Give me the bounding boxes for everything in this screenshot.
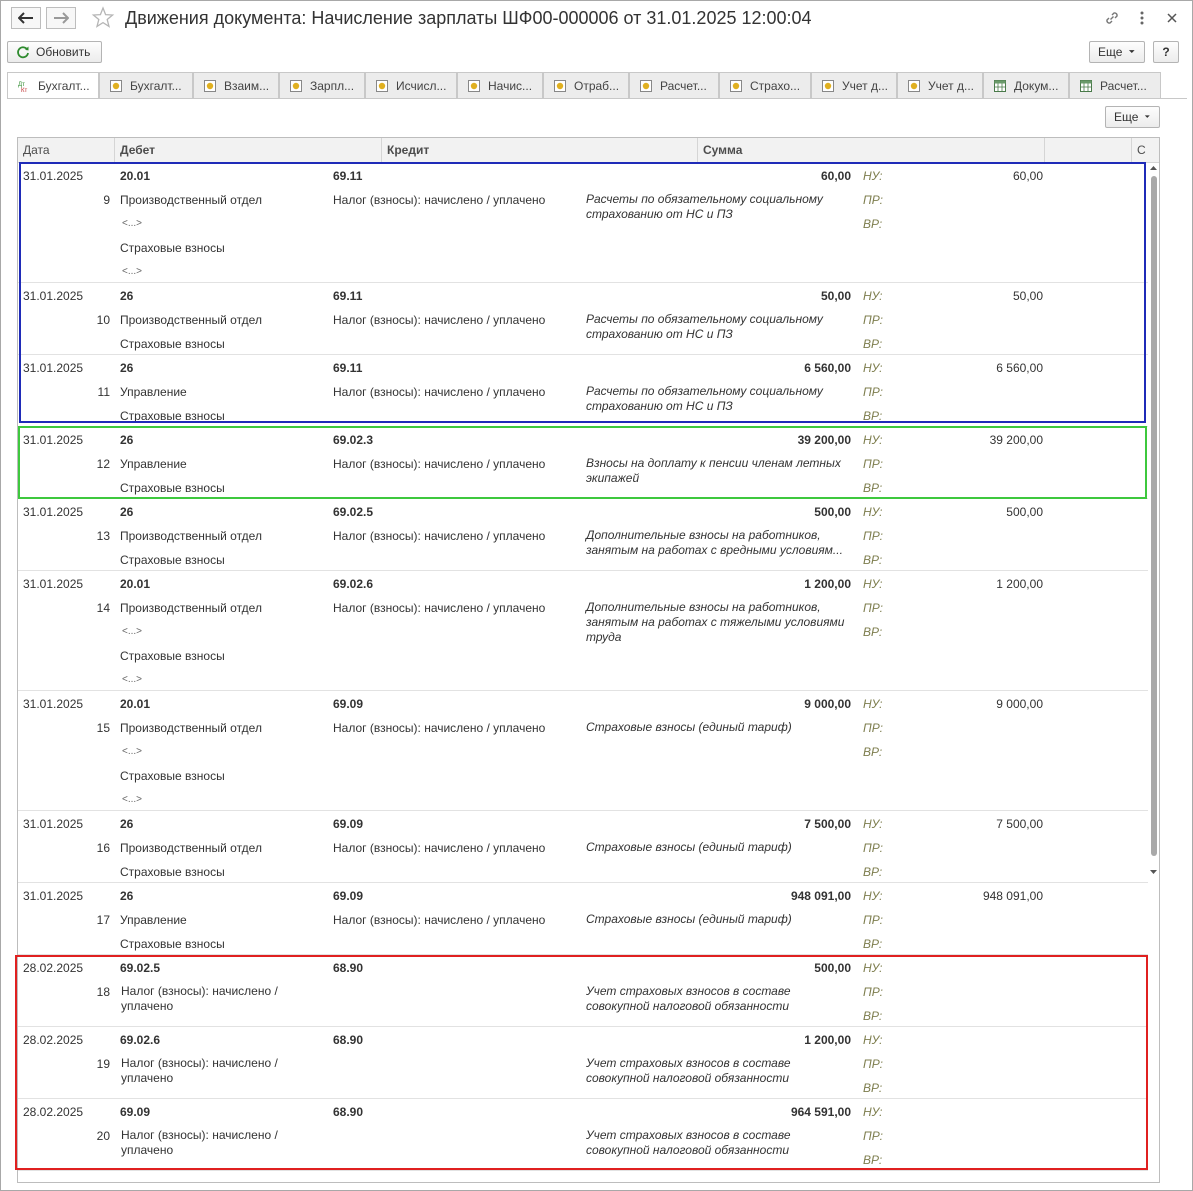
- tab-10[interactable]: [811, 72, 897, 98]
- tab-2[interactable]: [99, 72, 193, 98]
- grid-more-label: Еще: [1114, 110, 1139, 124]
- row-number: 14: [96, 601, 110, 615]
- help-button[interactable]: ?: [1153, 41, 1179, 63]
- row-debit-account: 20.01: [120, 577, 151, 591]
- row-description: Дополнительные взносы на работников, занятым на работах с тяжелыми условиями труда: [586, 600, 845, 644]
- row-sum: 948 091,00: [790, 889, 851, 903]
- row-credit-account: 69.09: [333, 697, 364, 711]
- row-label-nu: НУ:: [863, 577, 883, 591]
- tab-1[interactable]: [7, 72, 99, 99]
- row-label-pr: ПР:: [863, 385, 883, 399]
- row-label-vr: ВР:: [863, 1153, 883, 1167]
- grid-header: [18, 138, 1159, 163]
- row-credit-account: 68.90: [333, 1033, 364, 1047]
- tab-label: Учет д...: [842, 78, 888, 93]
- tab-3[interactable]: [193, 72, 279, 98]
- close-icon[interactable]: [1163, 9, 1181, 27]
- row-nu-sum: 50,00: [1012, 289, 1043, 303]
- row-nu-sum: 39 200,00: [989, 433, 1043, 447]
- row-description: Страховые взносы (единый тариф): [586, 840, 792, 854]
- row-credit-account: 69.02.6: [333, 577, 374, 591]
- table-row[interactable]: [18, 570, 1148, 691]
- tab-9[interactable]: [719, 72, 811, 98]
- row-label-pr: ПР:: [863, 1057, 883, 1071]
- row-label-pr: ПР:: [863, 841, 883, 855]
- register-icon: [822, 80, 834, 92]
- row-description: Учет страховых взносов в составе совокупной налоговой обязанности: [586, 984, 791, 1013]
- row-date: 31.01.2025: [23, 361, 84, 375]
- tab-label: Зарпл...: [310, 78, 355, 93]
- table-row[interactable]: [18, 882, 1148, 955]
- row-sum: 1 200,00: [804, 577, 851, 591]
- row-credit-account: 68.90: [333, 1105, 364, 1119]
- row-sum: 39 200,00: [797, 433, 851, 447]
- scroll-up-icon: [1148, 164, 1159, 172]
- table-row[interactable]: [18, 354, 1148, 427]
- tab-8[interactable]: [629, 72, 719, 98]
- row-number: 17: [96, 913, 110, 927]
- link-icon[interactable]: [1103, 9, 1121, 27]
- title-bar: [1, 1, 1192, 37]
- row-description: Дополнительные взносы на работников, занятым на работах с вредными условиям...: [586, 528, 843, 557]
- row-label-nu: НУ:: [863, 961, 883, 975]
- toolbar: [1, 39, 1192, 67]
- tab-label: Исчисл...: [396, 78, 447, 93]
- tab-label: Расчет...: [1100, 78, 1147, 93]
- tab-label: Страхо...: [750, 78, 801, 93]
- row-number: 12: [96, 457, 110, 471]
- row-sum: 60,00: [820, 169, 851, 183]
- more-label: Еще: [1098, 45, 1123, 59]
- forward-button[interactable]: [46, 7, 76, 29]
- register-tabs: [7, 72, 1187, 98]
- grid-more-button[interactable]: [1105, 106, 1160, 128]
- row-debit-subconto: Производственный отдел: [120, 841, 262, 855]
- row-number: 19: [96, 1057, 110, 1071]
- row-credit-account: 69.11: [333, 289, 363, 303]
- row-credit-subconto: Налог (взносы): начислено / уплачено: [333, 313, 546, 327]
- favorite-star-button[interactable]: [91, 6, 115, 30]
- row-description: Расчеты по обязательному социальному страхованию от НС и ПЗ: [586, 312, 823, 341]
- row-label-pr: ПР:: [863, 1129, 883, 1143]
- arrow-left-icon: [18, 12, 34, 24]
- table-icon: [1080, 80, 1092, 92]
- register-icon: [376, 80, 388, 92]
- accounting-dt-kt-icon: [18, 80, 30, 92]
- row-credit-account: 69.09: [333, 889, 364, 903]
- table-row[interactable]: [18, 690, 1148, 811]
- row-debit-subconto: Страховые взносы: [120, 649, 225, 663]
- row-credit-account: 69.11: [333, 361, 363, 375]
- row-sum: 6 560,00: [804, 361, 851, 375]
- row-debit-account: 69.02.5: [120, 961, 161, 975]
- row-label-vr: ВР:: [863, 865, 883, 879]
- row-credit-subconto: Налог (взносы): начислено / уплачено: [333, 841, 546, 855]
- row-label-pr: ПР:: [863, 601, 883, 615]
- tab-13[interactable]: [1069, 72, 1161, 98]
- row-date: 31.01.2025: [23, 505, 84, 519]
- column-date[interactable]: Дата: [18, 138, 115, 162]
- more-button[interactable]: [1089, 41, 1145, 63]
- back-button[interactable]: [11, 7, 41, 29]
- row-debit-subconto: Страховые взносы: [120, 937, 225, 951]
- row-sum: 50,00: [820, 289, 851, 303]
- row-debit-subconto: Налог (взносы): начислено / уплачено: [121, 984, 278, 1013]
- tab-label: Докум...: [1014, 78, 1059, 93]
- row-debit-subconto: Управление: [120, 385, 187, 399]
- row-date: 31.01.2025: [23, 817, 84, 831]
- row-label-vr: ВР:: [863, 745, 883, 759]
- register-icon: [204, 80, 216, 92]
- row-credit-subconto: Налог (взносы): начислено / уплачено: [333, 529, 546, 543]
- row-label-nu: НУ:: [863, 361, 883, 375]
- window-title: Движения документа: Начисление зарплаты ШФ00-000006 от 31.01.2025 12:00:04: [125, 8, 812, 28]
- row-date: 31.01.2025: [23, 697, 84, 711]
- column-sum[interactable]: Сумма: [698, 138, 1045, 162]
- row-date: 31.01.2025: [23, 289, 84, 303]
- row-credit-subconto: Налог (взносы): начислено / уплачено: [333, 601, 546, 615]
- scroll-down-icon: [1148, 868, 1159, 876]
- row-credit-account: 69.02.5: [333, 505, 374, 519]
- row-sum: 500,00: [814, 505, 851, 519]
- row-nu-sum: 500,00: [1006, 505, 1043, 519]
- row-debit-account: 26: [120, 361, 134, 375]
- row-credit-subconto: Налог (взносы): начислено / уплачено: [333, 193, 546, 207]
- row-credit-subconto: Налог (взносы): начислено / уплачено: [333, 385, 546, 399]
- row-sum: 500,00: [814, 961, 851, 975]
- row-debit-subconto: Страховые взносы: [120, 337, 225, 351]
- row-debit-subconto: Управление: [120, 457, 187, 471]
- tab-6[interactable]: [457, 72, 543, 98]
- row-label-vr: ВР:: [863, 409, 883, 423]
- row-debit-account: 26: [120, 817, 134, 831]
- row-debit-subconto: Налог (взносы): начислено / уплачено: [121, 1128, 278, 1157]
- row-number: 10: [96, 313, 110, 327]
- tab-label: Отраб...: [574, 78, 620, 93]
- row-label-vr: ВР:: [863, 1009, 883, 1023]
- row-number: 15: [96, 721, 110, 735]
- register-icon: [730, 80, 742, 92]
- row-debit-subconto: <...>: [122, 266, 143, 277]
- dropdown-arrow-icon: [1128, 49, 1136, 55]
- row-debit-account: 20.01: [120, 697, 151, 711]
- row-date: 28.02.2025: [23, 961, 84, 975]
- row-number: 16: [96, 841, 110, 855]
- row-debit-subconto: <...>: [122, 794, 143, 805]
- movements-grid: [17, 137, 1160, 1183]
- tab-label: Расчет...: [660, 78, 707, 93]
- row-debit-subconto: Производственный отдел: [120, 601, 262, 615]
- tab-label: Учет д...: [928, 78, 974, 93]
- row-debit-account: 26: [120, 889, 134, 903]
- row-number: 9: [103, 193, 110, 207]
- row-debit-subconto: Налог (взносы): начислено / уплачено: [121, 1056, 278, 1085]
- row-description: Учет страховых взносов в составе совокупной налоговой обязанности: [586, 1128, 791, 1157]
- row-nu-sum: 948 091,00: [982, 889, 1043, 903]
- refresh-button[interactable]: [7, 41, 102, 63]
- row-sum: 964 591,00: [790, 1105, 851, 1119]
- row-label-nu: НУ:: [863, 1033, 883, 1047]
- row-debit-account: 26: [120, 289, 134, 303]
- tab-5[interactable]: [365, 72, 457, 98]
- row-debit-subconto: Страховые взносы: [120, 865, 225, 879]
- tab-label: Бухгалт...: [130, 78, 182, 93]
- tab-7[interactable]: [543, 72, 629, 98]
- tab-4[interactable]: [279, 72, 365, 98]
- table-row[interactable]: [18, 954, 1148, 1027]
- row-number: 13: [96, 529, 110, 543]
- row-debit-account: 26: [120, 505, 134, 519]
- row-nu-sum: 1 200,00: [996, 577, 1043, 591]
- vertical-scrollbar[interactable]: [1148, 162, 1159, 1182]
- row-label-vr: ВР:: [863, 553, 883, 567]
- row-sum: 1 200,00: [804, 1033, 851, 1047]
- row-date: 31.01.2025: [23, 577, 84, 591]
- row-description: Расчеты по обязательному социальному страхованию от НС и ПЗ: [586, 192, 823, 221]
- register-icon: [110, 80, 122, 92]
- row-credit-subconto: Налог (взносы): начислено / уплачено: [333, 721, 546, 735]
- row-credit-account: 69.11: [333, 169, 363, 183]
- row-label-nu: НУ:: [863, 697, 883, 711]
- row-label-pr: ПР:: [863, 313, 883, 327]
- register-icon: [640, 80, 652, 92]
- row-label-nu: НУ:: [863, 889, 883, 903]
- tab-12[interactable]: [983, 72, 1069, 98]
- tab-11[interactable]: [897, 72, 983, 98]
- row-label-pr: ПР:: [863, 457, 883, 471]
- row-label-vr: ВР:: [863, 1081, 883, 1095]
- row-debit-subconto: <...>: [122, 674, 143, 685]
- tabs-divider: [7, 98, 1187, 99]
- row-label-nu: НУ:: [863, 169, 883, 183]
- register-icon: [908, 80, 920, 92]
- tab-label: Взаим...: [224, 78, 270, 93]
- row-number: 11: [97, 385, 110, 399]
- row-debit-account: 69.02.6: [120, 1033, 161, 1047]
- row-description: Страховые взносы (единый тариф): [586, 720, 792, 734]
- row-debit-subconto: Страховые взносы: [120, 241, 225, 255]
- row-label-nu: НУ:: [863, 817, 883, 831]
- table-row[interactable]: [18, 1026, 1148, 1099]
- row-description: Страховые взносы (единый тариф): [586, 912, 792, 926]
- row-date: 31.01.2025: [23, 169, 84, 183]
- tab-label: Начис...: [488, 78, 533, 93]
- row-debit-subconto: Страховые взносы: [120, 481, 225, 495]
- row-nu-sum: 9 000,00: [996, 697, 1043, 711]
- row-sum: 9 000,00: [804, 697, 851, 711]
- row-label-pr: ПР:: [863, 985, 883, 999]
- row-debit-account: 69.09: [120, 1105, 151, 1119]
- table-row[interactable]: [18, 498, 1148, 571]
- row-date: 28.02.2025: [23, 1033, 84, 1047]
- row-label-nu: НУ:: [863, 1105, 883, 1119]
- row-credit-subconto: Налог (взносы): начислено / уплачено: [333, 457, 546, 471]
- row-date: 31.01.2025: [23, 433, 84, 447]
- table-row[interactable]: [18, 1098, 1148, 1171]
- row-debit-subconto: Управление: [120, 913, 187, 927]
- row-nu-sum: 6 560,00: [996, 361, 1043, 375]
- column-extra[interactable]: С: [1137, 143, 1146, 157]
- row-label-vr: ВР:: [863, 217, 883, 231]
- scroll-thumb[interactable]: [1151, 176, 1157, 856]
- table-row[interactable]: [18, 282, 1148, 355]
- table-icon: [994, 80, 1006, 92]
- row-description: Расчеты по обязательному социальному страхованию от НС и ПЗ: [586, 384, 823, 413]
- row-debit-subconto: Производственный отдел: [120, 721, 262, 735]
- row-debit-subconto: <...>: [122, 218, 143, 229]
- row-date: 31.01.2025: [23, 889, 84, 903]
- table-row[interactable]: [18, 426, 1148, 499]
- row-debit-subconto: Страховые взносы: [120, 769, 225, 783]
- row-debit-account: 20.01: [120, 169, 151, 183]
- row-credit-subconto: Налог (взносы): начислено / уплачено: [333, 913, 546, 927]
- row-label-nu: НУ:: [863, 505, 883, 519]
- row-date: 28.02.2025: [23, 1105, 84, 1119]
- row-sum: 7 500,00: [804, 817, 851, 831]
- row-nu-sum: 7 500,00: [996, 817, 1043, 831]
- register-icon: [468, 80, 480, 92]
- row-number: 20: [96, 1129, 110, 1143]
- table-row[interactable]: [18, 810, 1148, 883]
- row-debit-subconto: Производственный отдел: [120, 313, 262, 327]
- row-label-pr: ПР:: [863, 193, 883, 207]
- row-number: 18: [96, 985, 110, 999]
- column-debit[interactable]: Дебет: [115, 138, 382, 162]
- row-credit-account: 68.90: [333, 961, 364, 975]
- table-row[interactable]: [18, 162, 1148, 283]
- row-description: Взносы на доплату к пенсии членам летных экипажей: [586, 456, 841, 485]
- row-label-vr: ВР:: [863, 481, 883, 495]
- row-label-pr: ПР:: [863, 529, 883, 543]
- row-debit-subconto: <...>: [122, 626, 143, 637]
- row-debit-subconto: Страховые взносы: [120, 553, 225, 567]
- row-debit-subconto: Страховые взносы: [120, 409, 225, 423]
- row-credit-account: 69.09: [333, 817, 364, 831]
- star-icon: [91, 6, 115, 30]
- row-description: Учет страховых взносов в составе совокупной налоговой обязанности: [586, 1056, 791, 1085]
- column-credit[interactable]: Кредит: [382, 138, 698, 162]
- refresh-label: Обновить: [36, 45, 91, 59]
- row-label-pr: ПР:: [863, 721, 883, 735]
- svg-text:Дт: Дт: [18, 82, 25, 88]
- row-debit-subconto: Производственный отдел: [120, 529, 262, 543]
- row-debit-account: 26: [120, 433, 134, 447]
- svg-text:Кт: Кт: [21, 88, 28, 92]
- register-icon: [554, 80, 566, 92]
- refresh-icon: [16, 45, 30, 59]
- column-spacer: [1045, 138, 1132, 162]
- row-credit-account: 69.02.3: [333, 433, 374, 447]
- dropdown-arrow-icon: [1144, 114, 1151, 120]
- row-label-nu: НУ:: [863, 289, 883, 303]
- row-label-vr: ВР:: [863, 625, 883, 639]
- more-vertical-icon[interactable]: [1133, 9, 1151, 27]
- row-label-vr: ВР:: [863, 337, 883, 351]
- row-nu-sum: 60,00: [1012, 169, 1043, 183]
- row-label-pr: ПР:: [863, 913, 883, 927]
- row-debit-subconto: <...>: [122, 746, 143, 757]
- register-icon: [290, 80, 302, 92]
- row-label-nu: НУ:: [863, 433, 883, 447]
- arrow-right-icon: [53, 12, 69, 24]
- row-debit-subconto: Производственный отдел: [120, 193, 262, 207]
- row-label-vr: ВР:: [863, 937, 883, 951]
- tab-label: Бухгалт...: [38, 79, 90, 93]
